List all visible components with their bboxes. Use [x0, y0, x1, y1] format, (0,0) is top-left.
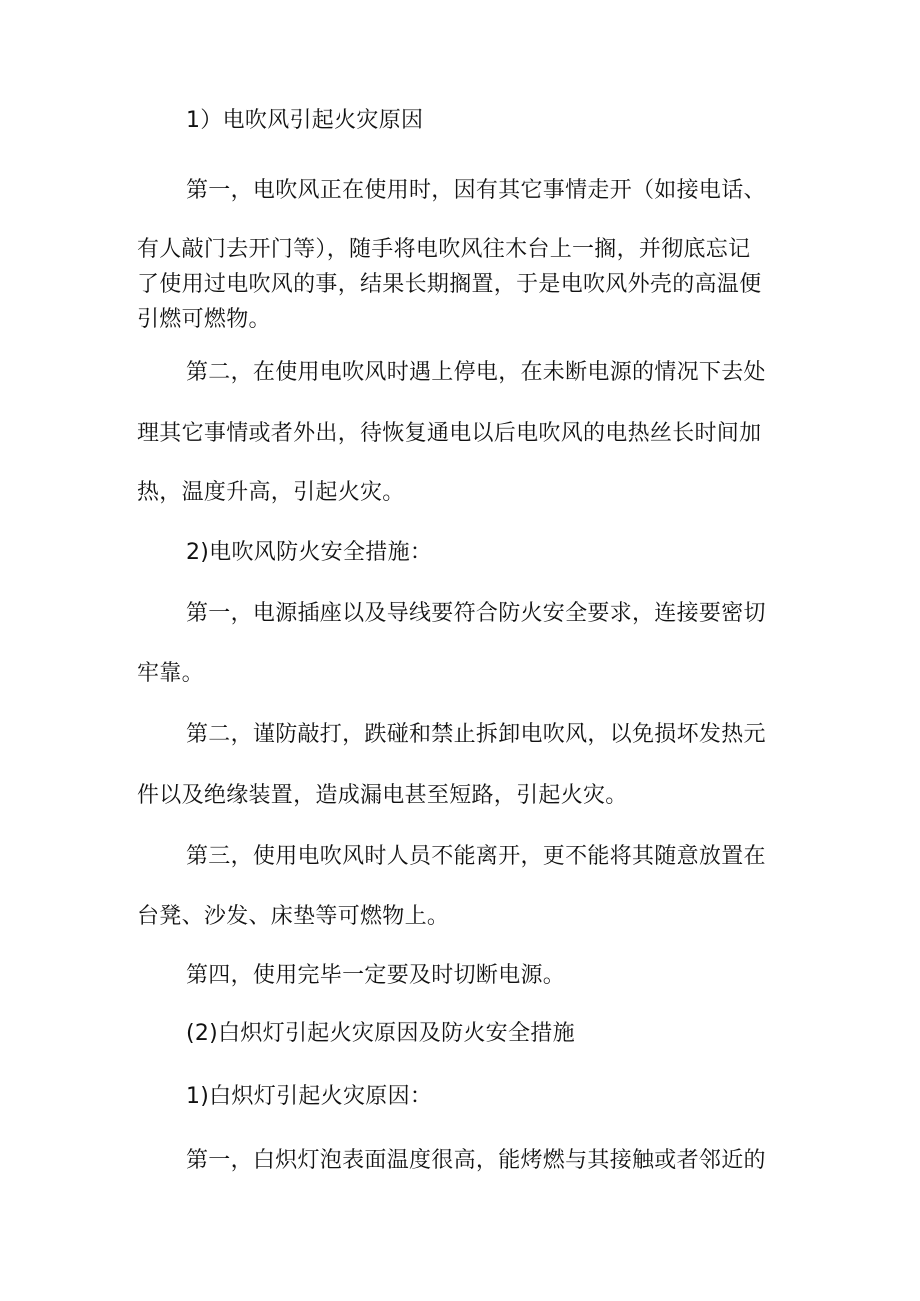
heading-hairdryer-safety-measures: 2)电吹风防火安全措施：	[186, 540, 433, 565]
paragraph-line: 第一，电源插座以及导线要符合防火安全要求，连接要密切	[186, 601, 766, 626]
paragraph-line: 第四，使用完毕一定要及时切断电源。	[186, 963, 566, 988]
paragraph-line: 了使用过电吹风的事，结果长期搁置，于是电吹风外壳的高温便	[137, 272, 762, 297]
heading-hairdryer-fire-causes: 1）电吹风引起火灾原因	[186, 108, 424, 133]
paragraph-line: 第二，在使用电吹风时遇上停电，在未断电源的情况下去处	[186, 360, 766, 385]
paragraph-line: 件以及绝缘装置，造成漏电甚至短路，引起火灾。	[137, 783, 628, 808]
paragraph-line: 引燃可燃物。	[137, 307, 271, 332]
paragraph-line: 有人敲门去开门等），随手将电吹风往木台上一搁，并彻底忘记	[137, 237, 751, 262]
paragraph-line: 第一，电吹风正在使用时，因有其它事情走开（如接电话、	[186, 178, 766, 203]
paragraph-line: 牢靠。	[137, 661, 204, 686]
paragraph-line: 第二，谨防敲打，跌碰和禁止拆卸电吹风，以免损坏发热元	[186, 722, 766, 747]
paragraph-line: 热，温度升高，引起火灾。	[137, 480, 405, 505]
paragraph-line: 理其它事情或者外出，待恢复通电以后电吹风的电热丝长时间加	[137, 421, 762, 446]
heading-incandescent-lamp: (2)白炽灯引起火灾原因及防火安全措施	[186, 1021, 575, 1046]
heading-incandescent-fire-causes: 1)白炽灯引起火灾原因：	[186, 1084, 433, 1109]
paragraph-line: 第一，白炽灯泡表面温度很高，能烤燃与其接触或者邻近的	[186, 1148, 766, 1173]
paragraph-line: 台凳、沙发、床垫等可燃物上。	[137, 904, 450, 929]
paragraph-line: 第三，使用电吹风时人员不能离开，更不能将其随意放置在	[186, 844, 766, 869]
